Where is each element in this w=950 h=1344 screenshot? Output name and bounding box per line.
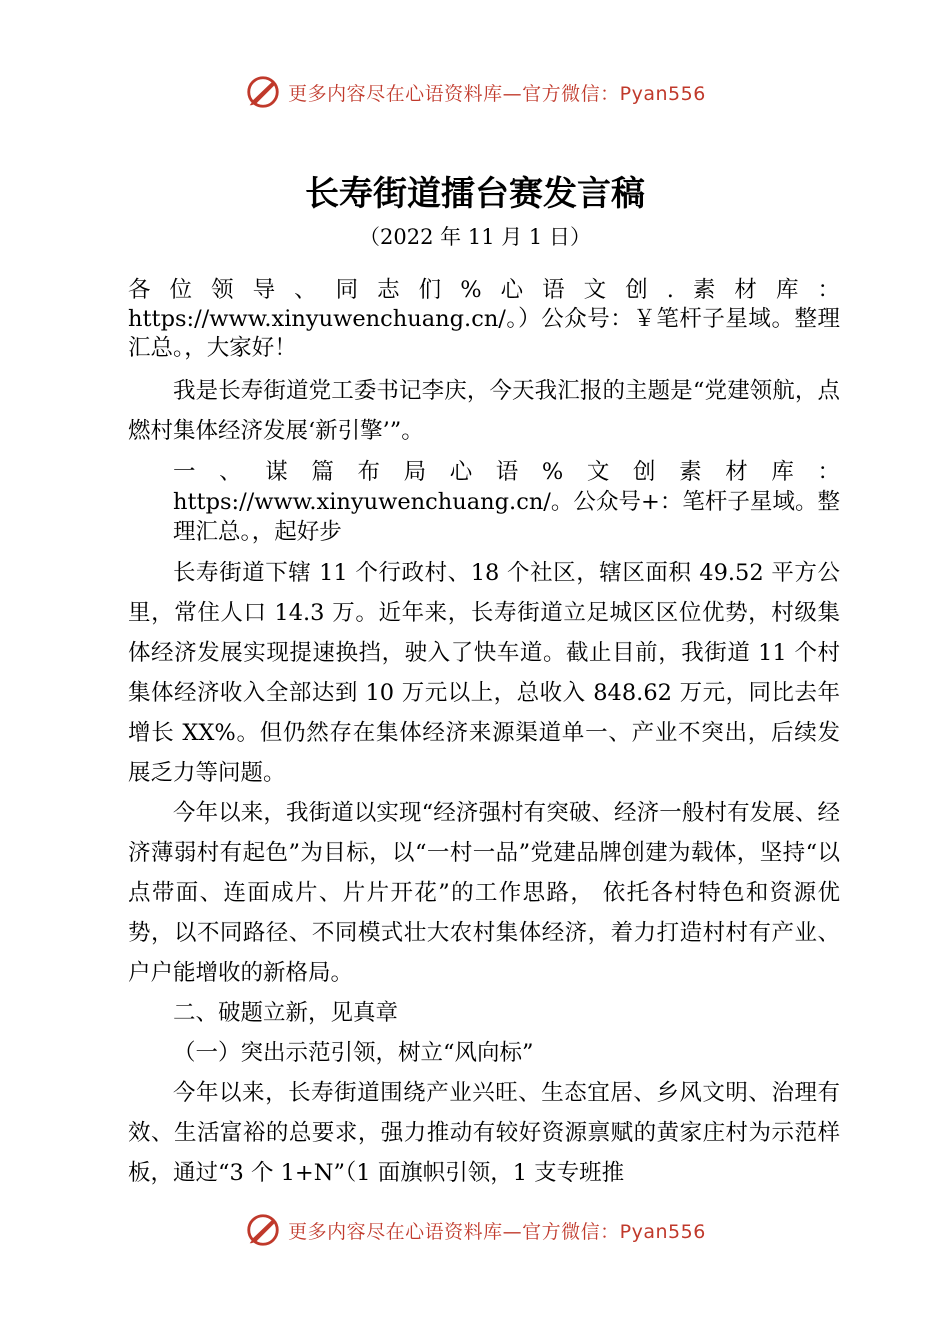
document-date: （2022 年 11 月 1 日） xyxy=(359,225,591,249)
intro-paragraph: 我是长寿街道党工委书记李庆，今天我汇报的主题是“党建领航，点燃村集体经济发展‘新引擎’”。 xyxy=(128,378,840,444)
document-title: 长寿街道擂台赛发言稿 xyxy=(305,174,645,214)
body-paragraph: 长寿街道下辖 11 个行政村、18 个社区，辖区面积 49.52 平方公里，常住人口 14.3 万。近年来，长寿街道立足城区区位优势，村级集体经济发展实现提速换挡，驶入了快车道。截止目前，我街道 11 个村集体经济收入全部达到 10 万元以上，总收入 848.62 万元，同比去年增长 XX%。但仍然存在集体经济来源渠道单一、产业不突出，后续发展乏力等问题。 xyxy=(128,560,840,786)
watermark-text: 更多内容尽在心语资料库—官方微信：Pyan556 xyxy=(288,82,706,105)
document-body xyxy=(128,276,840,1193)
watermark-text: 更多内容尽在心语资料库—官方微信：Pyan556 xyxy=(288,1220,706,1243)
subsection-heading-1: （一）突出示范引领，树立“风向标” xyxy=(173,1040,534,1066)
body-paragraph: 今年以来，长寿街道围绕产业兴旺、生态宜居、乡风文明、治理有效、生活富裕的总要求，强力推动有较好资源禀赋的黄家庄村为示范样板，通过“3 个 1+N”（1 面旗帜引领，1 支专班推 xyxy=(128,1080,840,1186)
brush-logo-icon xyxy=(244,73,282,111)
watermark-banner-bottom xyxy=(0,1208,950,1252)
salutation-paragraph: 各位领导、同志们%心语文创.素材库：https://www.xinyuwenchuang.cn/。）公众号：￥笔杆子星域。整理汇总。，大家好！ xyxy=(128,277,840,361)
section-heading-2: 二、破题立新，见真章 xyxy=(173,1000,399,1026)
watermark-banner-top xyxy=(0,70,950,114)
body-paragraph: 今年以来，我街道以实现“经济强村有突破、经济一般村有发展、经济薄弱村有起色”为目标，以“一村一品”党建品牌创建为载体，坚持“以点带面、连面成片、片片开花”的工作思路， 依托各村特色和资源优势，以不同路径、不同模式壮大农村集体经济，着力打造村村有产业、户户能增收的新格局。 xyxy=(128,800,840,986)
brush-logo-icon xyxy=(244,1211,282,1249)
section-heading-1: 一、谋篇布局心语%文创素材库：https://www.xinyuwenchuang.cn/。公众号+：笔杆子星域。整理汇总。，起好步 xyxy=(173,459,840,545)
